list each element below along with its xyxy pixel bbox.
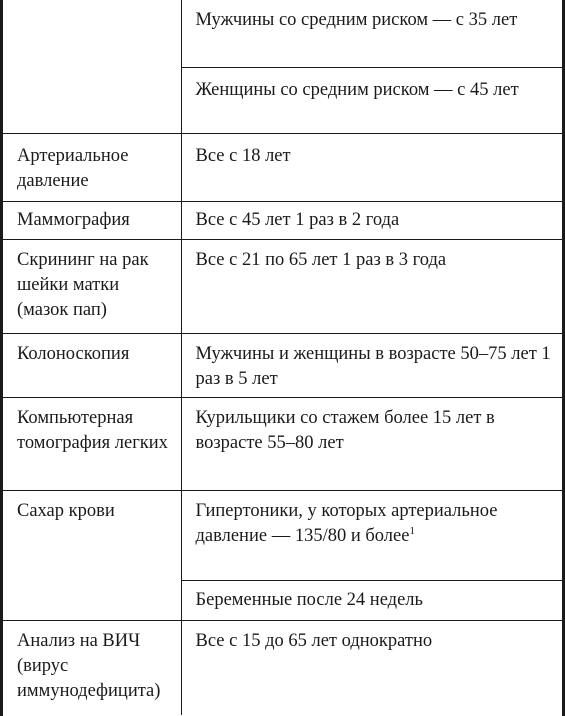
table-row [3, 201, 562, 239]
recommendation-cell [181, 620, 562, 715]
recommendation-cell [181, 239, 562, 333]
recommendation-text: Все с 45 лет 1 раз в 2 года [195, 209, 400, 230]
recommendation-text: Беременные после 24 недель [195, 589, 423, 610]
recommendation-text: Мужчины со средним риском — с 35 лет [195, 10, 518, 30]
table-row [3, 620, 562, 715]
footnote-marker: 1 [409, 524, 415, 537]
table-row [3, 490, 562, 580]
recommendation-text: Все с 18 лет [195, 145, 291, 166]
recommendation-text [196, 499, 557, 549]
recommendation-cell [181, 490, 562, 580]
recommendation-cell [181, 201, 562, 239]
test-name: Колоноскопия [17, 343, 130, 364]
recommendation-text: Курильщики со стажем более 15 лет в возрасте 55–80 лет [195, 407, 495, 453]
recommendation-cell [181, 397, 562, 490]
recommendation-cell [181, 133, 562, 201]
test-name: Сахар крови [17, 500, 115, 521]
test-name-cell [3, 201, 181, 239]
test-name-cell [3, 0, 181, 133]
test-name: Анализ на ВИЧ (вирус иммунодефицита) [17, 630, 161, 701]
test-name-cell [3, 490, 181, 620]
table-row [3, 397, 562, 490]
recommendation-text: Женщины со средним риском — с 45 лет [195, 79, 519, 100]
test-name-cell [3, 397, 181, 490]
recommendation-cell [181, 333, 562, 397]
test-name: Скрининг на рак шейки матки (мазок пап) [17, 249, 149, 320]
test-name-cell [3, 620, 181, 715]
recommendation-main: Гипертоники, у которых артериальное давление — 135/80 и более [195, 500, 498, 546]
table-row [3, 239, 562, 333]
test-name: Артериальное давление [17, 145, 129, 191]
recommendation-text: Все с 15 до 65 лет однократно [195, 630, 433, 651]
recommendation-text: Все с 21 по 65 лет 1 раз в 3 года [195, 249, 447, 270]
recommendation-cell [181, 0, 562, 67]
recommendation-text: Мужчины и женщины в возрасте 50–75 лет 1 раз в 5 лет [195, 343, 551, 389]
recommendation-cell [181, 580, 562, 620]
test-name-cell [3, 133, 181, 201]
screening-table [3, 0, 562, 715]
test-name: Маммография [17, 209, 130, 230]
test-name: Компьютерная томография легких [17, 407, 168, 453]
table-row [3, 333, 562, 397]
table-row [3, 133, 562, 201]
recommendation-cell [181, 67, 562, 133]
test-name-cell [3, 239, 181, 333]
test-name-cell [3, 333, 181, 397]
table-row [3, 0, 562, 67]
